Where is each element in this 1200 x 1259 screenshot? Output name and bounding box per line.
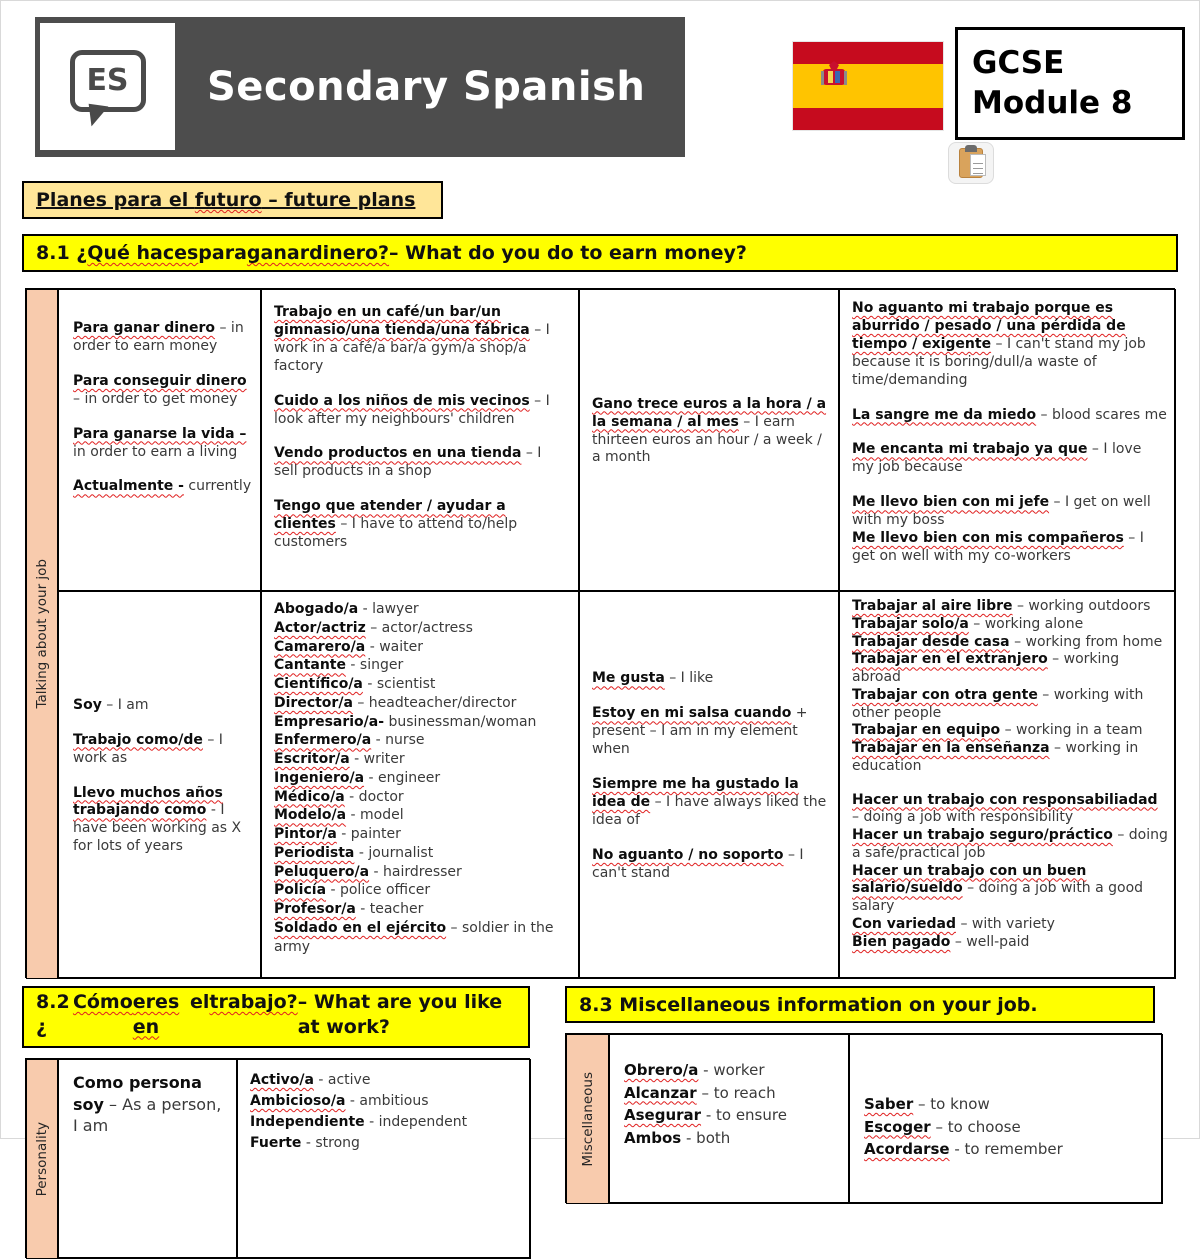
vocab-entry xyxy=(250,1133,522,1154)
english-translation: – working in education xyxy=(852,740,1139,774)
vocab-entry xyxy=(73,732,252,768)
english-translation: - writer xyxy=(349,751,405,767)
english-translation: - teacher xyxy=(355,901,424,917)
cell-i-work-as xyxy=(58,591,261,979)
cell-personality-adjectives xyxy=(237,1059,531,1259)
spanish-term: Acordarse xyxy=(864,1140,950,1158)
es-logo xyxy=(40,23,175,150)
spanish-term: Camarero/a xyxy=(274,638,366,655)
english-translation: - scientist xyxy=(362,676,436,692)
vocab-entry xyxy=(852,827,1169,863)
vocab-entry xyxy=(274,844,570,863)
cell-job-opinions xyxy=(839,289,1176,591)
vocab-entry xyxy=(274,825,570,844)
module-line2: Module 8 xyxy=(972,84,1133,121)
spanish-term: Soy xyxy=(73,696,102,713)
spanish-term: Pintor/a xyxy=(274,826,337,842)
vocab-entry xyxy=(864,1093,1154,1116)
spanish-term: Policía xyxy=(274,882,327,899)
vocab-entry xyxy=(624,1082,840,1105)
english-translation: – well-paid xyxy=(950,933,1030,950)
vocab-entry xyxy=(852,634,1169,652)
spanish-term: Para ganarse la vida – xyxy=(73,425,247,442)
english-translation: – I can't stand my job because it is boring/dull/a waste of time/demanding xyxy=(852,335,1146,388)
english-translation: – in order to earn money xyxy=(73,320,244,354)
spanish-term: Como persona soy xyxy=(73,1073,202,1114)
cell-likes-dislikes xyxy=(579,591,839,979)
vocab-entry xyxy=(852,934,1169,952)
spanish-term: Cuido a los niños de mis vecinos xyxy=(274,392,530,409)
vocab-entry xyxy=(852,616,1169,634)
english-translation: - painter xyxy=(336,826,401,842)
english-translation: - doctor xyxy=(344,788,404,805)
vocab-entry xyxy=(852,441,1167,477)
vocab-entry xyxy=(274,900,570,919)
spanish-term: Médico/a xyxy=(274,788,345,805)
squiggled-word: dinero? xyxy=(309,242,390,264)
vocab-entry xyxy=(852,300,1167,390)
spanish-term: Actor/actriz xyxy=(274,619,366,636)
spanish-term: Abogado/a xyxy=(274,601,359,617)
english-translation: - to ensure xyxy=(701,1106,787,1124)
vocab-entry xyxy=(592,670,830,688)
vocab-entry xyxy=(852,740,1169,776)
english-translation: – I look after my neighbours' children xyxy=(274,392,550,427)
cell-as-a-person xyxy=(58,1059,237,1259)
spanish-term: Cantante xyxy=(274,657,346,674)
english-translation: - journalist xyxy=(354,844,434,861)
spanish-term: Peluquero/a xyxy=(274,863,370,880)
spanish-term: Me encanta mi trabajo ya que xyxy=(852,441,1088,458)
spanish-term: Activo/a xyxy=(250,1072,314,1088)
spanish-term: Vendo productos en una tienda xyxy=(274,445,522,462)
vocab-entry xyxy=(274,881,570,900)
spanish-term: Bien pagado xyxy=(852,933,951,950)
english-translation: – As a person, I am xyxy=(73,1094,222,1136)
english-translation: currently xyxy=(183,478,252,495)
english-translation: - both xyxy=(681,1128,731,1147)
english-translation: – I get on well with my boss xyxy=(852,494,1151,529)
english-translation: – working in a team xyxy=(1000,722,1143,739)
english-translation: - hairdresser xyxy=(369,863,462,880)
spanish-term: No aguanto / no soporto xyxy=(592,846,784,863)
table-8-2 xyxy=(25,1058,530,1258)
module-line1: GCSE xyxy=(972,44,1065,81)
table-8-3 xyxy=(565,1033,1162,1203)
vocab-entry xyxy=(274,619,570,638)
spanish-term: Trabajo como/de xyxy=(73,731,203,748)
spanish-term: No aguanto mi trabajo porque es aburrido / pesado / una pérdida de tiempo / exigente xyxy=(852,300,1126,352)
squiggled-word: ganar xyxy=(246,242,310,264)
spanish-term: Empresario/a- xyxy=(274,713,385,730)
spanish-term: Me llevo bien con mis compañeros xyxy=(852,530,1124,547)
spanish-term: Gano trece euros a la hora / a la semana / al mes xyxy=(592,395,827,430)
cell-job-activities xyxy=(261,289,579,591)
vocab-entry xyxy=(592,776,830,830)
spanish-term: Científico/a xyxy=(274,676,363,692)
flag-stripe-top xyxy=(793,42,943,64)
row-label-talking-about-your-job: Talking about your job xyxy=(26,289,58,979)
spanish-term: Tengo que atender / ayudar a clientes xyxy=(274,498,506,533)
vocab-entry xyxy=(73,426,252,462)
english-translation: – soldier in the army xyxy=(274,919,554,955)
spanish-term: Ambos xyxy=(624,1128,682,1147)
squiggled-word: trabajo? xyxy=(209,991,298,1013)
vocab-entry xyxy=(274,788,570,807)
heading-text: Planes para el xyxy=(36,189,195,211)
english-translation: – headteacher/director xyxy=(352,694,517,711)
english-translation: - nurse xyxy=(371,732,425,749)
english-translation: - I have been working as X for lots of years xyxy=(73,802,242,855)
vocab-entry xyxy=(274,919,570,957)
vocab-entry xyxy=(274,675,570,694)
vocab-entry xyxy=(852,916,1169,934)
vocab-entry xyxy=(274,863,570,882)
vocab-entry xyxy=(592,847,830,883)
heading-text: – What do you do to earn money? xyxy=(389,242,747,264)
vocab-entry xyxy=(852,530,1167,566)
clipboard-icon xyxy=(948,142,994,184)
english-translation: - ambitious xyxy=(345,1093,429,1109)
squiggled-word: Qué haces xyxy=(87,242,199,264)
english-translation: – to choose xyxy=(930,1117,1021,1136)
vocab-entry xyxy=(852,687,1169,723)
vocab-entry xyxy=(852,722,1169,740)
spanish-term: Trabajar desde casa xyxy=(852,633,1010,650)
vocab-entry xyxy=(73,1072,228,1137)
vocab-entry xyxy=(274,600,570,619)
english-translation: – I love my job because xyxy=(852,441,1142,476)
row-label-personality: Personality xyxy=(26,1059,58,1259)
spanish-term: Trabajar con otra gente xyxy=(852,686,1038,703)
spanish-term: Trabajar en equipo xyxy=(852,722,1001,739)
spanish-term: Enfermero/a xyxy=(274,732,372,749)
heading-text: 8.1 ¿ xyxy=(36,242,88,264)
spanish-term: Saber xyxy=(864,1095,914,1113)
english-translation: – I sell products in a shop xyxy=(274,445,542,480)
cell-misc-vocab-1 xyxy=(609,1034,849,1204)
vocab-entry xyxy=(624,1127,840,1150)
cell-professions-list xyxy=(261,591,579,979)
heading-text: – future plans xyxy=(261,189,416,211)
vocab-entry xyxy=(864,1116,1154,1139)
heading-text: 8.3 Miscellaneous information on your job. xyxy=(579,993,1038,1016)
spanish-term: Estoy en mi salsa cuando xyxy=(592,705,792,722)
vocab-entry xyxy=(73,697,252,715)
english-translation: - independent xyxy=(364,1114,468,1130)
english-translation: – I earn thirteen euros an hour / a week / a month xyxy=(592,413,822,466)
vocab-entry xyxy=(250,1070,522,1091)
vocab-entry xyxy=(852,651,1169,687)
module-badge xyxy=(955,27,1185,140)
english-translation: – blood scares me xyxy=(1036,406,1167,423)
english-translation: + present – I am in my element when xyxy=(592,705,808,758)
english-translation: - lawyer xyxy=(358,601,419,617)
spanish-term: Hacer un trabajo con responsabiliadad xyxy=(852,791,1158,808)
spanish-term: Siempre me ha gustado la idea de xyxy=(592,776,799,810)
spanish-term: Trabajar al aire libre xyxy=(852,598,1013,614)
vocab-entry xyxy=(852,792,1169,828)
spanish-term: Independiente xyxy=(250,1114,365,1130)
english-translation: - engineer xyxy=(364,769,441,786)
spanish-term: Director/a xyxy=(274,694,353,711)
vocab-entry xyxy=(73,320,252,356)
cell-misc-vocab-2 xyxy=(849,1034,1163,1204)
vocab-entry xyxy=(852,494,1167,530)
flag-stripe-middle xyxy=(793,64,943,108)
spanish-term: Me llevo bien con mi jefe xyxy=(852,494,1050,511)
english-translation: - to remember xyxy=(949,1140,1063,1158)
heading-text: para xyxy=(198,242,247,264)
english-translation: – I have to attend to/help customers xyxy=(274,516,518,551)
vocab-entry xyxy=(274,713,570,732)
vocab-entry xyxy=(274,731,570,750)
english-translation: – to know xyxy=(913,1095,990,1113)
vocab-entry xyxy=(592,396,828,468)
speech-bubble-icon xyxy=(70,50,146,112)
vocab-entry xyxy=(274,393,568,429)
vocab-entry xyxy=(852,598,1169,616)
english-translation: – I am xyxy=(101,696,149,713)
vocab-entry xyxy=(274,304,568,376)
cell-working-conditions xyxy=(839,591,1176,979)
squiggled-word: Cómo xyxy=(72,991,133,1013)
vocab-entry xyxy=(624,1104,840,1127)
english-translation: – I work as xyxy=(73,731,223,766)
english-translation: businessman/woman xyxy=(384,713,537,730)
spanish-term: Trabajar solo/a xyxy=(852,615,969,632)
vocab-entry xyxy=(274,806,570,825)
spanish-term: Escoger xyxy=(864,1117,931,1136)
vocab-entry xyxy=(624,1059,840,1082)
vocab-entry xyxy=(274,694,570,713)
english-translation: – working alone xyxy=(968,615,1084,632)
spanish-term: Trabajar en el extranjero xyxy=(852,651,1048,668)
section-heading-8-1 xyxy=(22,234,1178,272)
spanish-term: Para ganar dinero xyxy=(73,320,216,336)
english-translation: - strong xyxy=(301,1135,360,1151)
vocab-entry xyxy=(274,750,570,769)
vocab-entry xyxy=(864,1138,1154,1161)
logo-text: ES xyxy=(86,63,129,98)
spanish-term: Obrero/a xyxy=(624,1061,699,1079)
cell-earnings xyxy=(579,289,839,591)
spanish-term: Para conseguir dinero xyxy=(73,372,247,389)
english-translation: – I get on well with my co-workers xyxy=(852,530,1144,564)
spanish-term: Ambicioso/a xyxy=(250,1093,346,1109)
vocab-entry xyxy=(73,478,252,496)
spanish-term: Me gusta xyxy=(592,670,665,687)
spanish-term: Periodista xyxy=(274,844,355,861)
english-translation: – I can't stand xyxy=(592,846,804,881)
heading-text: el xyxy=(190,991,210,1013)
vocab-entry xyxy=(592,705,830,759)
english-translation: – I work in a café/a bar/a gym/a shop/a factory xyxy=(274,321,550,374)
english-translation: in order to earn a living xyxy=(73,443,238,460)
section-heading-8-2 xyxy=(22,986,530,1048)
vocab-entry xyxy=(274,445,568,481)
spanish-term: Ingeniero/a xyxy=(274,769,365,786)
spanish-term: La sangre me da miedo xyxy=(852,406,1037,423)
spanish-term: Escritor/a xyxy=(274,751,350,767)
vocab-entry xyxy=(274,769,570,788)
page-title xyxy=(36,189,415,211)
section-heading-8-3 xyxy=(565,986,1155,1023)
vocab-entry xyxy=(274,656,570,675)
english-translation: – working from home xyxy=(1009,633,1163,650)
vocab-entry xyxy=(852,407,1167,425)
english-translation: – working outdoors xyxy=(1012,598,1151,614)
vocab-entry xyxy=(852,863,1169,916)
header-banner xyxy=(35,17,685,157)
table-8-1 xyxy=(25,288,1175,978)
english-translation: - worker xyxy=(698,1061,765,1079)
spanish-term: Soldado en el ejército xyxy=(274,919,447,936)
cell-earn-money-intros xyxy=(58,289,261,591)
spanish-term: Profesor/a xyxy=(274,901,356,917)
english-translation: – doing a job with a good salary xyxy=(852,880,1144,915)
spanish-term: Hacer un trabajo con un buen salario/sueldo xyxy=(852,862,1087,897)
english-translation: - police officer xyxy=(326,882,431,899)
vocab-entry xyxy=(250,1112,522,1133)
heading-text: 8.2 ¿ xyxy=(36,991,70,1038)
spanish-term: Llevo muchos años trabajando como xyxy=(73,784,223,819)
english-translation: - singer xyxy=(345,657,404,674)
brand-title: Secondary Spanish xyxy=(207,64,646,110)
spanish-term: Trabajar en la enseñanza xyxy=(852,740,1050,757)
english-translation: – I like xyxy=(664,670,714,687)
english-translation: – in order to get money xyxy=(73,390,238,407)
vocab-entry xyxy=(274,498,568,552)
vocab-entry xyxy=(73,373,252,409)
english-translation: – to reach xyxy=(696,1083,776,1102)
vocab-entry xyxy=(274,638,570,657)
english-translation: - waiter xyxy=(365,638,423,655)
page-title-box xyxy=(22,181,443,219)
english-translation: – working abroad xyxy=(852,651,1120,686)
flag-crest-icon xyxy=(819,59,849,93)
english-translation: – doing a safe/practical job xyxy=(852,827,1168,861)
english-translation: – I have always liked the idea of xyxy=(592,793,827,828)
english-translation: - model xyxy=(346,807,404,824)
vocab-entry xyxy=(73,785,252,857)
spanish-term: Alcanzar xyxy=(624,1083,697,1102)
speech-bubble-tail xyxy=(85,103,108,128)
spanish-term: Con variedad xyxy=(852,916,956,933)
spanish-term: Asegurar xyxy=(624,1106,702,1124)
english-translation: – with variety xyxy=(956,916,1055,933)
squiggled-word: futuro xyxy=(194,189,262,211)
english-translation: – doing a job with responsibility xyxy=(852,809,1074,826)
english-translation: - active xyxy=(313,1072,371,1088)
spanish-term: Fuerte xyxy=(250,1135,302,1151)
vocab-entry xyxy=(250,1091,522,1112)
spain-flag-icon xyxy=(793,42,943,130)
spanish-term: Actualmente - xyxy=(73,478,184,495)
spanish-term: Modelo/a xyxy=(274,807,347,824)
flag-stripe-bottom xyxy=(793,108,943,130)
squiggled-word: eres en xyxy=(132,991,180,1038)
heading-text: – What are you like at work? xyxy=(297,991,503,1038)
english-translation: – working with other people xyxy=(852,686,1144,721)
spanish-term: Hacer un trabajo seguro/práctico xyxy=(852,827,1113,844)
english-translation: – actor/actress xyxy=(365,619,473,636)
spanish-term: Trabajo en un café/un bar/un gimnasio/una tienda/una fábrica xyxy=(274,304,530,338)
row-label-miscellaneous: Miscellaneous xyxy=(566,1034,609,1204)
